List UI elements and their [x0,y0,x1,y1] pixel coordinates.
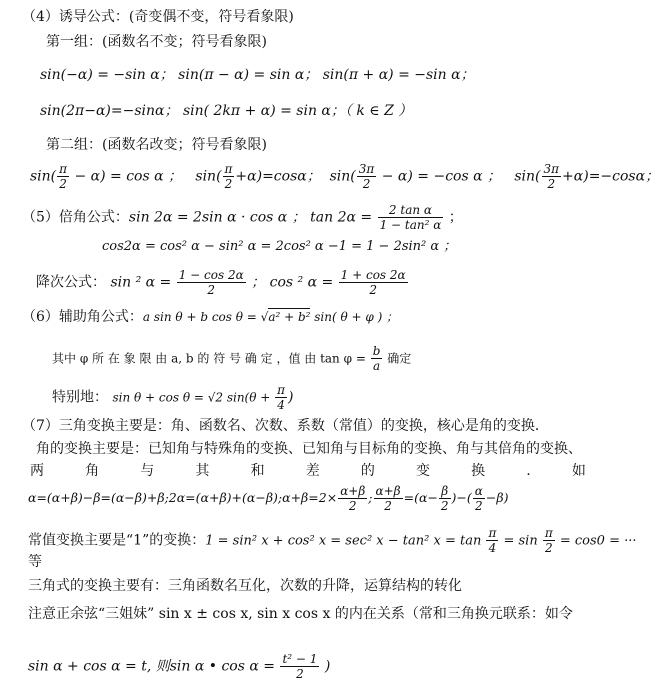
numerator: β [439,484,451,499]
sin-sq: sin ² α = [110,274,176,291]
formula-group1-line2: sin(2π−α)=−sinα； sin( 2kπ + α) = sin α；（ k ∈ Z ） [40,103,413,119]
char: 角 [85,463,100,479]
numerator: π [544,526,553,540]
numerator: α [474,484,483,498]
radicand: a² + b² [268,310,311,324]
group-2-title: 第二组：(函数名改变；符号看象限) [46,137,267,153]
substitution-line [28,652,330,681]
fraction [542,162,562,191]
denominator: 2 [544,541,553,555]
denominator: 2 [348,499,357,513]
section-4-title: （4）诱导公式：(奇变偶不变，符号看象限) [22,9,294,25]
char: 与 [140,463,155,479]
numerator: π [224,162,233,176]
denominator: 2 [440,499,449,513]
numerator: π [59,162,68,176]
where-text: 其中 φ 所 在 象 限 由 a, b 的 符 号 确 定 ，值 由 tan φ = [52,351,370,366]
numerator: π [488,526,497,540]
char: 换 [471,463,486,479]
numerator: α+β [375,484,401,498]
g2-c-post: − α) = −cos α ； [377,168,502,185]
numerator: t² − 1 [282,652,318,666]
aux-formula-tail: sin( θ + φ ) ； [310,310,399,324]
g2-c-pre: sin( [329,168,356,185]
punct: ； [444,209,463,226]
char: . [526,463,531,479]
double-angle-formula: sin 2α = 2sin α · cos α ； tan 2α = [128,209,377,226]
cos-double-angle: cos2α = cos² α − sin² α = 2cos² α −1 = 1 − 2sin² α ； [102,239,457,254]
power-reduction-line [36,268,409,297]
char: 如 [571,463,586,479]
denominator: 2 [296,667,304,681]
numerator: b [372,344,381,358]
g2-a-pre: sin( [30,168,57,185]
numerator: α+β [340,484,366,498]
denominator: 4 [488,541,497,555]
cos-sq: ； cos ² α = [246,274,338,291]
justified-line [30,462,586,480]
denominator: 4 [277,398,285,412]
denominator: 2 [475,499,483,513]
power-reduction-label: 降次公式： [36,274,106,291]
denominator: 2 [59,177,67,191]
section-5-title: （5）倍角公式： [22,209,129,226]
transform-types-line: 三角式的变换主要有：三角函数名互化，次数的升降，运算结构的转化 [28,578,462,594]
section-5-line [22,203,463,232]
substitution-part: sin α + cos α = t, 则sin α • cos α = [28,658,280,675]
fraction [378,203,444,232]
fraction [275,383,287,412]
numerator: 1 + cos 2α [340,268,406,282]
group-1-title: 第一组：(函数名不变；符号看象限) [46,34,267,50]
fraction [371,344,383,373]
constant-part: 1 = sin² x + cos² x = sec² x − tan² x = tan [205,533,486,549]
char: 其 [195,463,210,479]
special-line [52,383,294,412]
constant-part: = sin [499,533,542,549]
angle-part: =(α− [403,490,438,505]
formula-group2-line [30,162,659,191]
denominator: 2 [384,499,392,513]
constant-transform-line [28,526,637,555]
angle-identities-line [28,484,508,513]
denominator: 1 − tan² α [379,218,442,232]
aux-formula: a sin θ + b cos θ = √ [142,310,269,324]
section-6-line [22,308,398,326]
special-tail: ) [288,389,294,406]
char: 和 [250,463,265,479]
angle-part: α=(α+β)−β=(α−β)+β;2α=(α+β)+(α−β);α+β=2× [28,490,338,505]
sisters-line: 注意正余弦“三姐妹” sin x ± cos x, sin x cos x 的内在关系（常和三角换元联系：如令 [28,606,573,622]
fraction [223,162,235,191]
g2-a-post: − α) = cos α ； [70,168,183,185]
char: 两 [30,463,44,479]
denominator: 2 [362,177,371,191]
where-line [52,344,411,373]
numerator: 1 − cos 2α [178,268,244,282]
denominator: 2 [224,177,233,191]
constant-label: 常值变换主要是“1”的变换： [28,532,206,549]
etc-text: 等 [28,554,42,570]
g2-d-pre: sin( [514,168,541,185]
angle-part: −β) [485,490,509,505]
g2-b-pre: sin( [195,168,222,185]
fraction [543,526,555,555]
fraction [374,484,403,513]
numerator: 2 tan α [378,203,444,218]
fraction [177,268,246,297]
special-label: 特别地： [52,389,108,406]
denominator: a [372,359,381,373]
fraction [439,484,451,513]
fraction [57,162,69,191]
fraction [473,484,485,513]
angle-transform-line: 角的变换主要是：已知角与特殊角的变换、已知角与目标角的变换、角与其倍角的变换、 [36,441,582,457]
where-tail: 确定 [383,351,412,366]
numerator: 3π [358,162,375,176]
constant-part: = cos0 = ··· [555,533,637,549]
fraction [339,268,408,297]
denominator: 2 [369,283,377,297]
angle-part: )−( [451,490,472,505]
fraction [280,652,319,681]
substitution-part: ) [320,658,331,675]
numerator: π [277,383,286,397]
g2-b-post: +α)=cosα； [235,168,321,185]
char: 变 [415,463,430,479]
fraction [338,484,367,513]
char: 差 [305,463,320,479]
denominator: 2 [207,283,216,297]
fraction [357,162,377,191]
special-formula: sin θ + cos θ = √2 sin(θ + [112,390,275,405]
formula-group1-line1: sin(−α) = −sin α； sin(π − α) = sin α； sin(π + α) = −sin α； [40,67,475,83]
fraction [486,526,498,555]
denominator: 2 [547,177,556,191]
char: 的 [360,463,375,479]
numerator: 3π [543,162,560,176]
angle-part: ; [368,490,373,505]
section-7-title: （7）三角变换主要是：角、函数名、次数、系数（常值）的变换，核心是角的变换． [22,418,549,434]
section-6-title: （6）辅助角公式： [22,309,143,325]
g2-d-post: +α)=−cosα； [562,168,659,185]
